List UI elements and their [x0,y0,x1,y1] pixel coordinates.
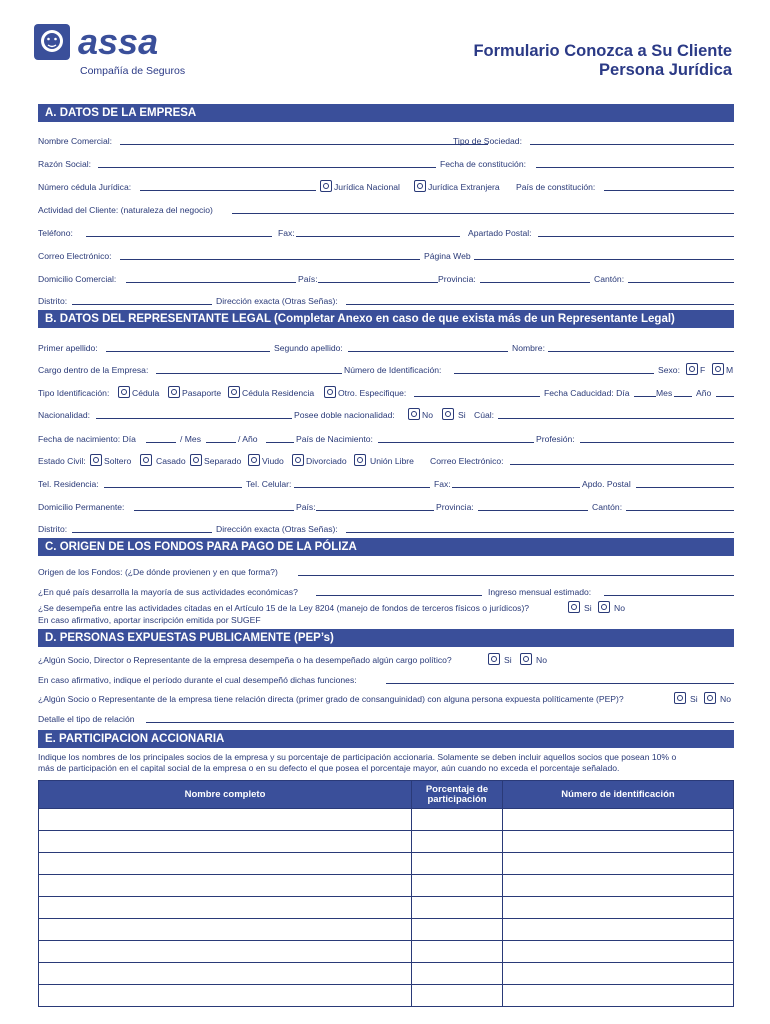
label: ¿Algún Socio, Director o Representante de la empresa desempeña o ha desempeñado algún cargo político? [38,655,452,665]
canton-field[interactable] [628,282,734,283]
row-cargo [38,363,734,377]
label: Apdo. Postal [582,479,631,489]
row-actividad [38,203,734,217]
label: Ingreso mensual estimado: [488,587,592,597]
label: Dirección exacta (Otras Señas): [216,296,338,306]
participacion-table [38,780,734,1007]
label: Número de Identificación: [344,365,442,375]
juridica-nacional-checkbox[interactable] [320,180,332,192]
row-tipo-id [38,386,734,400]
apdo-field[interactable] [636,487,734,488]
section-a-header: A. DATOS DE LA EMPRESA [38,104,734,122]
fax-field[interactable] [296,236,460,237]
otro-field[interactable] [414,396,540,397]
pais-rep-field[interactable] [316,510,434,511]
label: Fecha de nacimiento: Día [38,434,136,444]
label: Profesión: [536,434,575,444]
detalle-field[interactable] [146,722,734,723]
pais-constitucion-field[interactable] [604,190,734,191]
section-c-header: C. ORIGEN DE LOS FONDOS PARA PAGO DE LA PÓLIZA [38,538,734,556]
tipo-sociedad-field[interactable] [530,144,734,145]
id-cell[interactable] [503,875,734,897]
razon-social-field[interactable] [98,167,436,168]
label: Divorciado [306,456,347,466]
nombre-cell[interactable] [39,897,412,919]
cad-mes-field[interactable] [674,396,692,397]
label: Soltero [104,456,132,466]
label: M [726,365,734,375]
label: Apartado Postal: [468,228,532,238]
nombre-cell[interactable] [39,853,412,875]
label: Tel. Celular: [246,479,292,489]
label: Cantón: [592,502,623,512]
label: Actividad del Cliente: (naturaleza del negocio) [38,205,213,215]
cedula-checkbox[interactable] [118,386,130,398]
row-pais-actividades [38,585,734,599]
row-razon-social [38,157,734,171]
section-e-intro [38,752,738,774]
nombre-cell[interactable] [39,985,412,1007]
label: Viudo [262,456,284,466]
label: No [422,410,433,420]
doble-no-checkbox[interactable] [408,408,420,420]
label: Origen de los Fondos: (¿De dónde provienen y en que forma?) [38,567,278,577]
section-d-header: D. PERSONAS EXPUESTAS PUBLICAMENTE (PEP’s) [38,629,734,647]
table-row [39,831,734,853]
row-domicilio-rep [38,500,734,514]
label: Número cédula Jurídica: [38,182,132,192]
sexo-f-checkbox[interactable] [686,363,698,375]
cargo-field[interactable] [156,373,342,374]
id-cell[interactable] [503,963,734,985]
label: Casado [156,456,186,466]
union-libre-checkbox[interactable] [354,454,366,466]
label: Fecha Caducidad: Día [544,388,630,398]
label: Cédula Residencia [242,388,315,398]
label: Razón Social: [38,159,92,169]
id-cell[interactable] [503,941,734,963]
label: Página Web [424,251,471,261]
viudo-checkbox[interactable] [248,454,260,466]
row-apellidos [38,341,734,355]
articulo-si-checkbox[interactable] [568,601,580,613]
nombre-cell[interactable] [39,919,412,941]
correo-field[interactable] [120,259,420,260]
label: Dirección exacta (Otras Señas): [216,524,338,534]
porcentaje-cell[interactable] [412,831,503,853]
label: Provincia: [438,274,476,284]
doble-si-checkbox[interactable] [442,408,454,420]
table-row [39,919,734,941]
table-row [39,875,734,897]
cad-ano-field[interactable] [716,396,734,397]
label: País de constitución: [516,182,596,192]
nombre-comercial-field[interactable] [120,144,488,145]
label: Cédula [132,388,160,398]
label: País de Nacimiento: [296,434,373,444]
label: Si [504,655,512,665]
label: Año [696,388,712,398]
juridica-extranjera-checkbox[interactable] [414,180,426,192]
row-distrito-rep [38,522,734,536]
col-porcentaje-header [412,781,503,809]
title-line-1: Formulario Conozca a Su Cliente [473,42,732,60]
label: Si [584,603,592,613]
label: En caso afirmativo, indique el período durante el cual desempeñó dichas funciones: [38,675,357,685]
intro-line-1: Indique los nombres de los principales socios de la empresa y su porcentaje de participación accionaria. Solamente se deben incluir aquellos socios que posean 10% o [38,752,677,762]
label: No [536,655,547,665]
svg-text:Compañía de Seguros: Compañía de Seguros [80,65,186,77]
cad-dia-field[interactable] [634,396,656,397]
table-row [39,809,734,831]
nombre-cell[interactable] [39,875,412,897]
id-cell[interactable] [503,897,734,919]
label: Nacionalidad: [38,410,91,420]
label: Distrito: [38,296,68,306]
porcentaje-cell[interactable] [412,985,503,1007]
direccion-field[interactable] [346,304,734,305]
row-origen [38,565,734,579]
porcentaje-cell[interactable] [412,919,503,941]
id-cell[interactable] [503,831,734,853]
apartado-field[interactable] [538,236,734,237]
casado-checkbox[interactable] [140,454,152,466]
label: Estado Civil: [38,456,86,466]
label: País: [296,502,316,512]
label: F [700,365,706,375]
row-correo [38,249,734,263]
domicilio-field[interactable] [126,282,296,283]
row-distrito [38,294,734,308]
label: Domicilio Permanente: [38,502,125,512]
domicilio-rep-field[interactable] [134,510,294,511]
label: Sexo: [658,365,680,375]
pep1-no-checkbox[interactable] [520,653,532,665]
label: Si [458,410,466,420]
col-nombre-header: Nombre completo [39,781,412,809]
label: Tipo de Sociedad: [453,136,522,146]
table-header-row [39,781,734,809]
label: ¿En qué país desarrolla la mayoría de sus actividades económicas? [38,587,298,597]
ingreso-field[interactable] [604,595,734,596]
table-row [39,897,734,919]
primer-apellido-field[interactable] [106,351,270,352]
label: En caso afirmativo, aportar inscripción emitida por SUGEF [38,615,261,625]
intro-line-2: más de participación en el capital social de la empresa o en su defecto el que posea el porcentaje mayor, aún cuando no exceda el porcentaje señalado. [38,763,620,773]
label: Teléfono: [38,228,73,238]
cedula-residencia-checkbox[interactable] [228,386,240,398]
row-telefonos [38,477,734,491]
fax-rep-field[interactable] [452,487,580,488]
row-detalle [38,712,734,726]
id-cell[interactable] [503,985,734,1007]
provincia-rep-field[interactable] [478,510,588,511]
row-telefono [38,226,734,240]
label: / Año [238,434,258,444]
form-title [473,42,732,80]
pagina-web-field[interactable] [474,259,734,260]
label: Primer apellido: [38,343,98,353]
pasaporte-checkbox[interactable] [168,386,180,398]
table-row [39,941,734,963]
assa-logo [34,24,194,80]
label: Posee doble nacionalidad: [294,410,395,420]
soltero-checkbox[interactable] [90,454,102,466]
label: ¿Se desempeña entre las actividades citadas en el Artículo 15 de la Ley 8204 (manejo de fondos de terceros físicos o jurídicos)? [38,603,530,613]
table-row [39,853,734,875]
row-nacionalidad [38,408,734,422]
label: Nombre: [512,343,545,353]
profesion-field[interactable] [580,442,734,443]
pep2-si-checkbox[interactable] [674,692,686,704]
label: Segundo apellido: [274,343,343,353]
porcentaje-cell[interactable] [412,941,503,963]
table-row [39,985,734,1007]
section-e-header: E. PARTICIPACION ACCIONARIA [38,730,734,748]
label: Tel. Residencia: [38,479,99,489]
label: Correo Electrónico: [38,251,112,261]
label: Provincia: [436,502,474,512]
pais-nac-field[interactable] [378,442,534,443]
label: Mes [656,388,673,398]
direccion-rep-field[interactable] [346,532,734,533]
telefono-field[interactable] [86,236,272,237]
label: Cargo dentro de la Empresa: [38,365,149,375]
porcentaje-cell[interactable] [412,875,503,897]
divorciado-checkbox[interactable] [292,454,304,466]
label: Tipo Identificación: [38,388,110,398]
label: Jurídica Nacional [334,182,400,192]
section-b-header: B. DATOS DEL REPRESENTANTE LEGAL (Completar Anexo en caso de que exista más de un Representante Legal) [38,310,734,328]
sexo-m-checkbox[interactable] [712,363,724,375]
row-fecha-nac [38,432,734,446]
pep2-no-checkbox[interactable] [704,692,716,704]
col-id-header: Número de identificación [503,781,734,809]
origen-field[interactable] [298,575,734,576]
label: Correo Electrónico: [430,456,504,466]
label: Fecha de constitución: [440,159,526,169]
label: Unión Libre [370,456,414,466]
periodo-field[interactable] [386,683,734,684]
row-afirmativo-sugef [38,613,734,627]
distrito-rep-field[interactable] [72,532,212,533]
label: Otro. Especifique: [338,388,407,398]
row-periodo [38,673,734,687]
label: Jurídica Extranjera [428,182,500,192]
cedula-juridica-field[interactable] [140,190,316,191]
nac-ano-field[interactable] [266,442,294,443]
row-pep-q1 [38,653,734,667]
lion-logo-icon [34,24,194,80]
label: No [720,694,731,704]
table-row [39,963,734,985]
tel-cel-field[interactable] [294,487,430,488]
distrito-field[interactable] [72,304,212,305]
correo-rep-field[interactable] [510,464,734,465]
label: Si [690,694,698,704]
pep1-si-checkbox[interactable] [488,653,500,665]
row-nombre-comercial [38,134,734,148]
label: Distrito: [38,524,68,534]
label: Fax: [278,228,295,238]
id-cell[interactable] [503,809,734,831]
svg-text:assa: assa [78,24,159,62]
otro-checkbox[interactable] [324,386,336,398]
segundo-apellido-field[interactable] [348,351,508,352]
label: Separado [204,456,242,466]
tel-res-field[interactable] [104,487,242,488]
col-porc-line-2: participación [427,793,487,805]
fecha-constitucion-field[interactable] [536,167,734,168]
actividad-field[interactable] [232,213,734,214]
nombre-cell[interactable] [39,941,412,963]
label: Fax: [434,479,451,489]
nac-mes-field[interactable] [206,442,236,443]
label: No [614,603,625,613]
porcentaje-cell[interactable] [412,897,503,919]
nombre-cell[interactable] [39,809,412,831]
num-id-field[interactable] [454,373,654,374]
row-pep-q2 [38,692,734,706]
pais-actividades-field[interactable] [316,595,482,596]
nombre-field[interactable] [548,351,734,352]
nac-dia-field[interactable] [146,442,176,443]
cual-field[interactable] [498,418,734,419]
label: Domicilio Comercial: [38,274,117,284]
label: ¿Algún Socio o Representante de la empresa tiene relación directa (primer grado de consanguinidad) con alguna persona expuesta políticamente (PEP)? [38,694,624,704]
nacionalidad-field[interactable] [96,418,292,419]
porcentaje-cell[interactable] [412,809,503,831]
title-line-2: Persona Jurídica [599,61,732,79]
row-domicilio [38,272,734,286]
col-porc-line-1: Porcentaje de [425,783,489,795]
porcentaje-cell[interactable] [412,853,503,875]
label: Nombre Comercial: [38,136,113,146]
nombre-cell[interactable] [39,831,412,853]
pais-field[interactable] [318,282,438,283]
id-cell[interactable] [503,853,734,875]
label: Cantón: [594,274,625,284]
porcentaje-cell[interactable] [412,963,503,985]
canton-rep-field[interactable] [626,510,734,511]
nombre-cell[interactable] [39,963,412,985]
articulo-no-checkbox[interactable] [598,601,610,613]
label: Pasaporte [182,388,222,398]
separado-checkbox[interactable] [190,454,202,466]
label: / Mes [180,434,202,444]
id-cell[interactable] [503,919,734,941]
row-cedula-juridica [38,180,734,194]
provincia-field[interactable] [480,282,590,283]
label: Detalle el tipo de relación [38,714,135,724]
label: País: [298,274,318,284]
row-estado-civil [38,454,734,468]
label: Cúal: [474,410,495,420]
